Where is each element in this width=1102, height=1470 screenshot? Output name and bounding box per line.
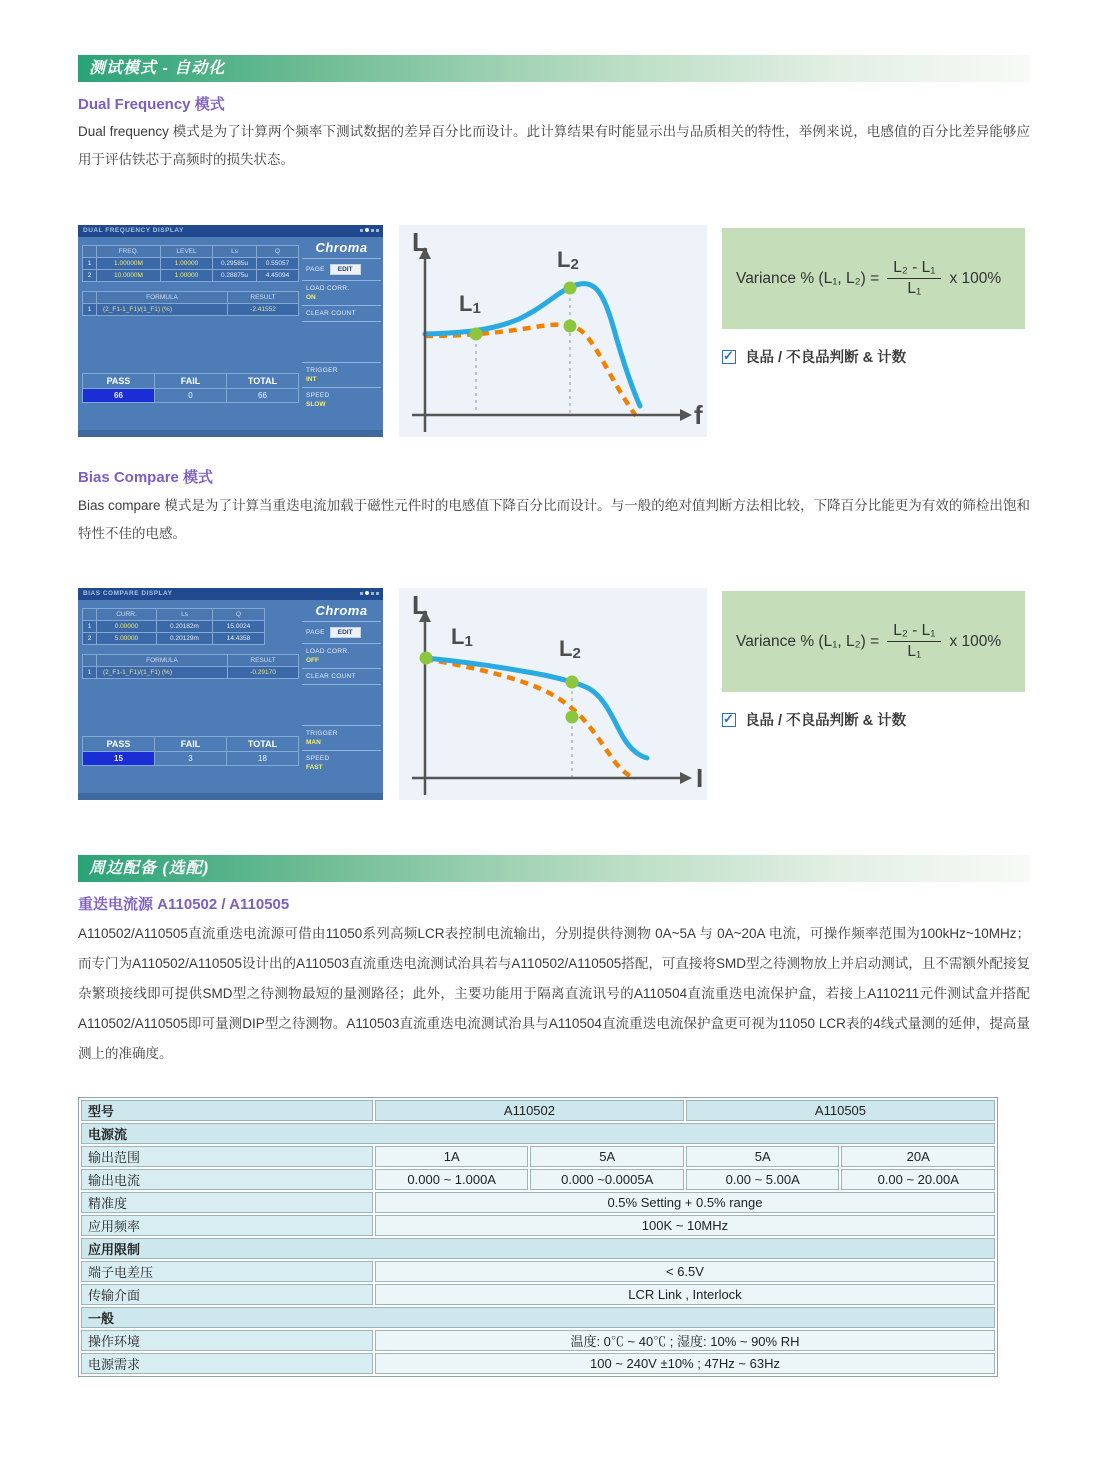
col-header: [83, 655, 97, 667]
cell: (2_F1-1_F1)/(1_F1) (%): [97, 304, 228, 316]
table-row: [83, 655, 299, 667]
counter-table: [82, 373, 299, 403]
section-band-test-mode: [78, 55, 1030, 82]
table-row: [83, 609, 265, 621]
l1-marker-dot: [420, 652, 433, 665]
l2-reference-dot: [564, 320, 577, 333]
dual-frequency-heading: Dual Frequency 模式: [78, 96, 225, 113]
formula-fraction: [887, 622, 941, 661]
page-row: [300, 259, 383, 280]
cell: 0.20182m: [157, 621, 213, 633]
fail-count: 3: [155, 752, 227, 766]
col-header: FREQ.: [97, 246, 161, 258]
chart-svg: [399, 588, 707, 800]
status-icon: [371, 229, 374, 232]
section-band-title: 测试模式 - 自动化: [89, 60, 226, 77]
col-header: CURR.: [97, 609, 157, 621]
cell: 4.45094: [257, 270, 299, 282]
spec-cell: 0.5% Setting + 0.5% range: [375, 1192, 995, 1213]
total-count: 18: [227, 752, 299, 766]
col-header: Ls: [157, 609, 213, 621]
spec-row: [81, 1261, 995, 1282]
spec-cell: 型号: [81, 1100, 373, 1121]
cell: 2: [83, 633, 97, 645]
softkey-load-corr: LOAD CORR. OFF: [306, 648, 350, 664]
page-label: PAGE: [306, 266, 325, 273]
spec-cell: 0.00 ~ 20.00A: [841, 1169, 995, 1190]
lcr-sidebar: [300, 237, 383, 430]
softkey-trigger: TRIGGER INT: [306, 367, 338, 383]
status-icon: [360, 229, 363, 232]
variance-formula-box: [722, 591, 1025, 692]
fraction-denominator: L₁: [907, 280, 922, 297]
spec-cell: 0.000 ~ 1.000A: [375, 1169, 529, 1190]
col-header: FORMULA: [97, 292, 228, 304]
lcr-screen-title: DUAL FREQUENCY DISPLAY: [83, 227, 184, 234]
cell: -0.29170: [228, 667, 299, 679]
l2-annotation: L2: [557, 247, 579, 273]
col-header: [83, 246, 97, 258]
chart-l-vs-f: [399, 225, 707, 437]
spec-cell: 应用频率: [81, 1215, 373, 1236]
edit-softkey: EDIT: [330, 627, 361, 638]
cell: 0.00000: [97, 621, 157, 633]
formula-table: [82, 654, 299, 679]
reference-curve: [425, 325, 636, 416]
col-header: [83, 609, 97, 621]
chroma-logo: Chroma: [315, 603, 368, 618]
cell: 0.55057: [257, 258, 299, 270]
cell: 1: [83, 621, 97, 633]
spec-cell: 端子电差压: [81, 1261, 373, 1282]
cell: -2.41552: [228, 304, 299, 316]
spec-row: [81, 1123, 995, 1144]
spec-cell: 20A: [841, 1146, 995, 1167]
lcr-screenshot-dual-frequency: [78, 225, 383, 437]
cell: 0.20129m: [157, 633, 213, 645]
status-icon: [376, 229, 379, 232]
y-axis-label: L: [412, 590, 428, 620]
spec-row: [81, 1100, 995, 1121]
cell: 1.00000: [161, 258, 213, 270]
softkey-load-corr: LOAD CORR. ON: [306, 285, 350, 301]
x-axis-arrow: [680, 772, 692, 784]
spec-cell: 传输介面: [81, 1284, 373, 1305]
cell: 14.4358: [213, 633, 265, 645]
x-axis-label: f: [694, 400, 703, 430]
fraction-numerator: L₂ - L₁: [887, 259, 941, 279]
pass-fail-note: [722, 346, 906, 367]
table-row: [83, 270, 299, 282]
status-icon: [371, 592, 374, 595]
l2-marker-dot: [564, 282, 577, 295]
l2-reference-dot: [566, 711, 579, 724]
section-band-title: 周边配备 (选配): [89, 860, 210, 877]
status-dot-icon: [365, 591, 369, 595]
x-axis-label: I: [696, 763, 704, 793]
bias-source-heading: 重迭电流源 A110502 / A110505: [78, 896, 290, 913]
pass-count: 15: [83, 752, 155, 766]
spec-cell: 输出范围: [81, 1146, 373, 1167]
cell: 2: [83, 270, 97, 282]
sidebar-spacer: [300, 322, 383, 362]
l1-annotation: L1: [459, 291, 481, 317]
cell: 1.00000M: [97, 258, 161, 270]
spec-cell: 电源需求: [81, 1353, 373, 1374]
checkbox-checked-icon: [722, 713, 736, 727]
cell: 15.0024: [213, 621, 265, 633]
spec-cell: 操作环境: [81, 1330, 373, 1351]
table-row: [83, 374, 299, 389]
x-axis-arrow: [680, 409, 692, 421]
lcr-footer-bar: [78, 430, 383, 437]
cell: 1: [83, 667, 97, 679]
spec-cell: 5A: [686, 1146, 840, 1167]
spec-cell: 温度: 0℃ ~ 40℃ ; 湿度: 10% ~ 90% RH: [375, 1330, 995, 1351]
formula-lead: Variance % (L₁, L₂) =: [736, 269, 880, 287]
col-header: FAIL: [155, 374, 227, 389]
edit-softkey: EDIT: [330, 264, 361, 275]
note-text: 良品 / 不良品判断 & 计数: [745, 713, 907, 729]
col-header: Q: [213, 609, 265, 621]
table-row: [83, 292, 299, 304]
measurement-curve: [425, 284, 640, 406]
spec-table-wrapper: [78, 1097, 998, 1377]
cell: 5.00000: [97, 633, 157, 645]
spec-cell: 0.00 ~ 5.00A: [686, 1169, 840, 1190]
spec-row: [81, 1353, 995, 1374]
spec-table-body: [81, 1100, 995, 1374]
spec-cell: A110502: [375, 1100, 684, 1121]
spec-cell: 100 ~ 240V ±10% ; 47Hz ~ 63Hz: [375, 1353, 995, 1374]
spec-row: [81, 1284, 995, 1305]
table-row: [83, 633, 265, 645]
spec-cell: 1A: [375, 1146, 529, 1167]
col-header: LEVEL: [161, 246, 213, 258]
y-axis-label: L: [412, 227, 428, 257]
col-header: PASS: [83, 737, 155, 752]
table-row: [83, 752, 299, 766]
bias-compare-paragraph: Bias compare 模式是为了计算当重迭电流加载于磁性元件时的电感值下降百分比而设计。与一般的绝对值判断方法相比较，下降百分比能更为有效的筛检出饱和特性不佳的电感。: [78, 498, 1030, 541]
l1-marker-dot: [470, 328, 483, 341]
table-row: [83, 258, 299, 270]
note-text: 良品 / 不良品判断 & 计数: [745, 350, 907, 366]
cell: 1: [83, 258, 97, 270]
lcr-screen-title: BIAS COMPARE DISPLAY: [83, 590, 173, 597]
dual-frequency-paragraph: Dual frequency 模式是为了计算两个频率下测试数据的差异百分比而设计。此计算结果有时能显示出与品质相关的特性，举例来说，电感值的百分比差异能够应用于评估铁芯于高频时的损失状态。: [78, 124, 1030, 167]
col-header: FAIL: [155, 737, 227, 752]
lcr-titlebar: [78, 225, 383, 237]
table-row: [83, 389, 299, 403]
spec-cell: 电源流: [81, 1123, 995, 1144]
col-header: [83, 292, 97, 304]
fail-count: 0: [155, 389, 227, 403]
chroma-logo: Chroma: [315, 240, 368, 255]
col-header: Q: [257, 246, 299, 258]
spec-cell: 精准度: [81, 1192, 373, 1213]
l1-annotation: L1: [451, 624, 473, 650]
spec-row: [81, 1192, 995, 1213]
spec-row: [81, 1307, 995, 1328]
measurement-table: [82, 608, 265, 645]
status-icon: [376, 592, 379, 595]
col-header: RESULT: [228, 292, 299, 304]
fraction-denominator: L₁: [907, 643, 922, 660]
page-label: PAGE: [306, 629, 325, 636]
pass-fail-note: [722, 709, 906, 730]
measurement-curve: [425, 658, 647, 758]
checkbox-checked-icon: [722, 350, 736, 364]
lcr-footer-bar: [78, 793, 383, 800]
formula-lead: Variance % (L₁, L₂) =: [736, 632, 880, 650]
cell: 0.28875u: [213, 270, 257, 282]
sidebar-spacer: [300, 685, 383, 725]
softkey-clear-count: CLEAR COUNT: [306, 673, 356, 680]
lcr-sidebar: [300, 600, 383, 793]
spec-cell: 0.000 ~0.0005A: [530, 1169, 684, 1190]
chart-l-vs-i: [399, 588, 707, 800]
lcr-statusbar-icons: [360, 228, 379, 232]
page-row: [300, 622, 383, 643]
cell: 1: [83, 304, 97, 316]
fraction-numerator: L₂ - L₁: [887, 622, 941, 642]
table-row: [83, 621, 265, 633]
spec-row: [81, 1146, 995, 1167]
cell: 0.29585u: [213, 258, 257, 270]
pass-count: 66: [83, 389, 155, 403]
counter-table: [82, 736, 299, 766]
col-header: FORMULA: [97, 655, 228, 667]
l2-marker-dot: [566, 676, 579, 689]
formula-tail: x 100%: [949, 632, 1002, 650]
spec-cell: 5A: [530, 1146, 684, 1167]
reference-curve: [425, 659, 635, 779]
lcr-screenshot-bias-compare: [78, 588, 383, 800]
spec-cell: 应用限制: [81, 1238, 995, 1259]
spec-cell: 100K ~ 10MHz: [375, 1215, 995, 1236]
formula-tail: x 100%: [949, 269, 1002, 287]
lcr-statusbar-icons: [360, 591, 379, 595]
formula-fraction: [887, 259, 941, 298]
formula-table: [82, 291, 299, 316]
measurement-table: [82, 245, 299, 282]
chart-svg: [399, 225, 707, 437]
spec-cell: LCR Link , Interlock: [375, 1284, 995, 1305]
spec-row: [81, 1215, 995, 1236]
bias-compare-heading: Bias Compare 模式: [78, 469, 214, 486]
spec-row: [81, 1238, 995, 1259]
lcr-titlebar: [78, 588, 383, 600]
spec-cell: < 6.5V: [375, 1261, 995, 1282]
cell: 10.0000M: [97, 270, 161, 282]
section-band-peripherals: [78, 855, 1030, 882]
l2-annotation: L2: [559, 636, 581, 662]
col-header: TOTAL: [227, 374, 299, 389]
spec-cell: A110505: [686, 1100, 995, 1121]
status-icon: [360, 592, 363, 595]
softkey-speed: SPEED FAST: [306, 755, 330, 771]
total-count: 66: [227, 389, 299, 403]
col-header: PASS: [83, 374, 155, 389]
softkey-clear-count: CLEAR COUNT: [306, 310, 356, 317]
cell: (2_F1-1_F1)/(1_F1) (%): [97, 667, 228, 679]
softkey-speed: SPEED SLOW: [306, 392, 330, 408]
table-row: [83, 246, 299, 258]
bias-source-paragraph: A110502/A110505直流重迭电流源可借由11050系列高频LCR表控制电流输出，分别提供待测物 0A~5A 与 0A~20A 电流，可操作频率范围为100kHz~10MHz；而专门为A110502/A110505设计出的A110503直流重迭电流测试治具若与A110502/A110505搭配，可直接将SMD型之待测物放上并启动测试，且不需额外配接复杂繁琐接线即可提供SMD型之待测物最短的量测路径；此外，主要功能用于隔离直流讯号的A110504直流重迭电流保护盒，若接上A110211元件测试盒并搭配A110502/A110505即可量测DIP型之待测物。A110503直流重迭电流测试治具与A110504直流重迭电流保护盒更可视为11050 LCR表的4线式量测的延伸，提高量测上的准确度。: [78, 926, 1030, 1061]
cell: 1.00000: [161, 270, 213, 282]
variance-formula-box: [722, 228, 1025, 329]
status-dot-icon: [365, 228, 369, 232]
col-header: TOTAL: [227, 737, 299, 752]
col-header: RESULT: [228, 655, 299, 667]
spec-row: [81, 1330, 995, 1351]
spec-cell: 一般: [81, 1307, 995, 1328]
col-header: Ls: [213, 246, 257, 258]
table-row: [83, 304, 299, 316]
table-row: [83, 737, 299, 752]
table-row: [83, 667, 299, 679]
spec-row: [81, 1169, 995, 1190]
spec-cell: 输出电流: [81, 1169, 373, 1190]
spec-table: [79, 1098, 997, 1376]
softkey-trigger: TRIGGER MAN: [306, 730, 338, 746]
